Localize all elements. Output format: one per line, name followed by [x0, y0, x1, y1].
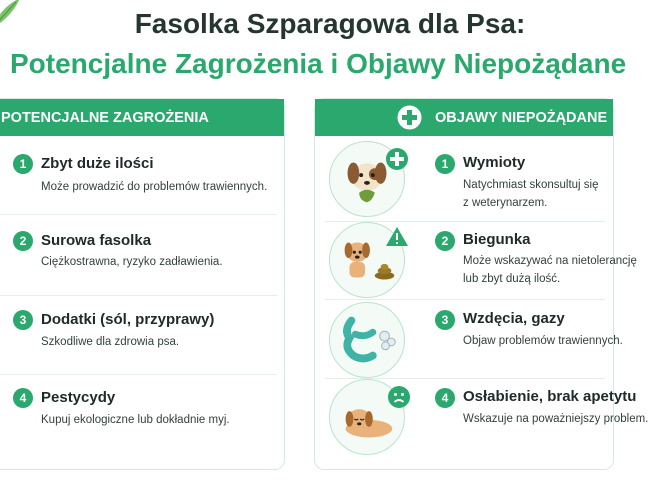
hazard-number-3: 3: [13, 310, 33, 330]
symptom-desc-2a: Może wskazywać na nietolerancję: [463, 255, 637, 267]
hazards-panel: [0, 98, 285, 470]
hazard-desc-4: Kupuj ekologiczne lub dokładnie myj.: [41, 414, 230, 426]
medical-cross-icon: [397, 105, 422, 130]
hazard-title-3: Dodatki (sól, przyprawy): [41, 311, 215, 328]
hazard-title-4: Pestycydy: [41, 389, 116, 406]
hazard-desc-2: Ciężkostrawna, ryzyko zadławienia.: [41, 256, 223, 268]
hazards-header: [0, 99, 284, 136]
hazard-title-1: Zbyt duże ilości: [41, 155, 154, 172]
symptoms-panel: [314, 98, 649, 470]
hazard-desc-1: Może prowadzić do problemów trawiennych.: [41, 181, 268, 193]
symptom-desc-2b: lub zbyt dużą ilość.: [463, 273, 561, 285]
hazard-number-4: 4: [13, 388, 33, 408]
hazards-header-label: POTENCJALNE ZAGROŻENIA: [1, 109, 209, 126]
warning-badge-icon: [385, 225, 409, 249]
medical-cross-badge-icon: [385, 147, 409, 171]
symptom-desc-1b: z weterynarzem.: [463, 197, 548, 209]
symptom-number-4: 4: [435, 388, 455, 408]
symptom-number-1: 1: [435, 154, 455, 174]
symptom-title-1: Wymioty: [463, 154, 526, 171]
divider: [325, 299, 605, 300]
symptom-title-3: Wzdęcia, gazy: [463, 310, 565, 327]
hazard-title-2: Surowa fasolka: [41, 232, 152, 249]
symptoms-header: [315, 99, 613, 136]
symptom-number-3: 3: [435, 310, 455, 330]
divider: [0, 214, 277, 215]
intestine-gas-icon: [329, 302, 405, 378]
divider: [0, 295, 277, 296]
page-title-line-1: Fasolka Szparagowa dla Psa:: [134, 8, 526, 39]
symptom-number-2: 2: [435, 231, 455, 251]
symptom-title-2: Biegunka: [463, 231, 531, 248]
symptom-desc-3a: Objaw problemów trawiennych.: [463, 335, 623, 347]
sad-face-badge-icon: [387, 385, 411, 409]
symptom-desc-1a: Natychmiast skonsultuj się: [463, 179, 599, 191]
symptom-desc-4a: Wskazuje na poważniejszy problem.: [463, 413, 649, 425]
hazard-number-2: 2: [13, 231, 33, 251]
divider: [0, 374, 277, 375]
hazard-desc-3: Szkodliwe dla zdrowia psa.: [41, 336, 180, 348]
hazard-number-1: 1: [13, 154, 33, 174]
page-title-line-2: Potencjalne Zagrożenia i Objawy Niepożądane: [10, 48, 627, 79]
symptom-title-4: Osłabienie, brak apetytu: [463, 388, 637, 405]
symptoms-header-label: OBJAWY NIEPOŻĄDANE: [435, 109, 608, 126]
